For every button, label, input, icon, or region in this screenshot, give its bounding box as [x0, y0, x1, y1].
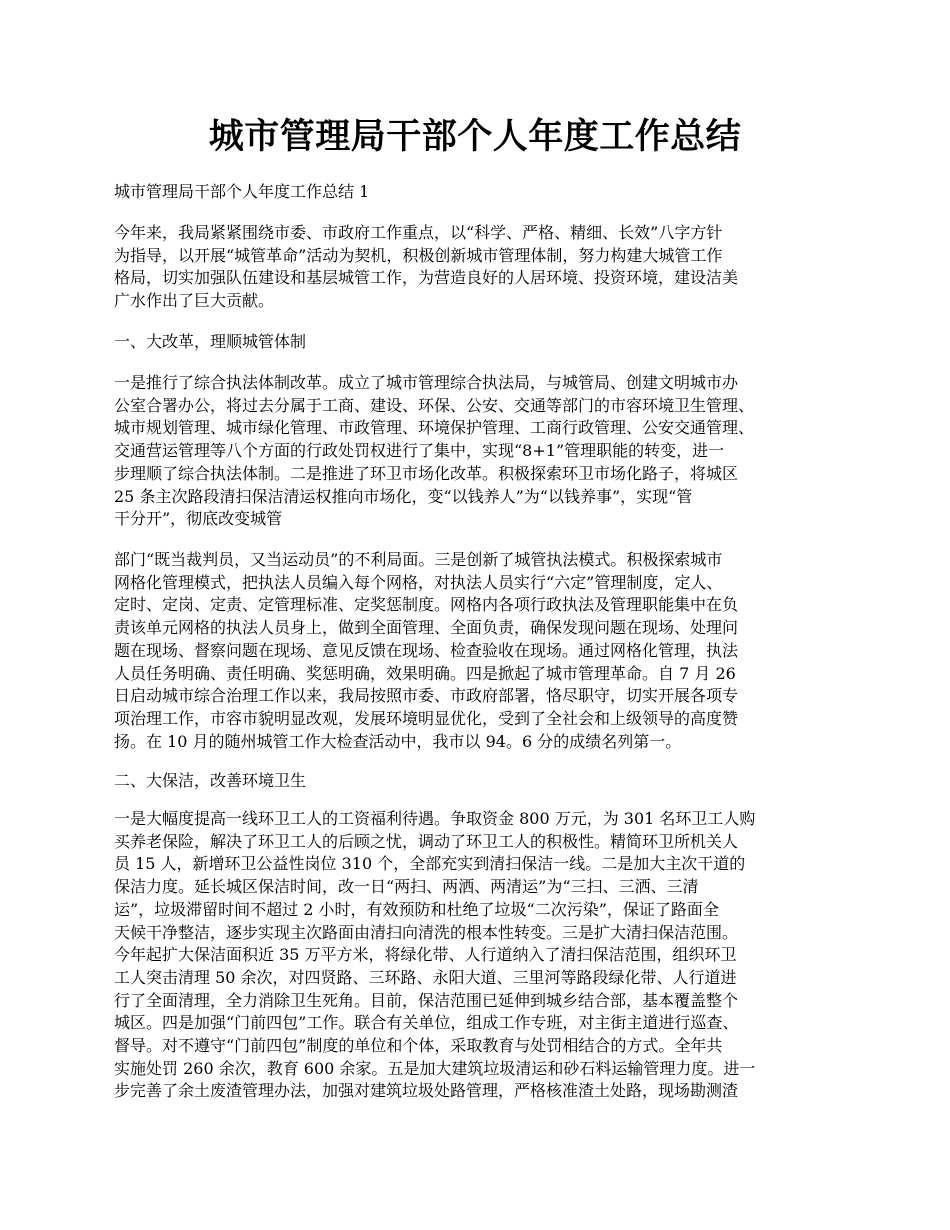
- text-line: 步完善了余土废渣管理办法，加强对建筑垃圾处路管理，严格核准渣土处路，现场勘测渣: [114, 1081, 739, 1101]
- text-line: 定时、定岗、定责、定管理标准、定奖惩制度。网格内各项行政执法及管理职能集中在负: [114, 595, 739, 615]
- text-line: 行了全面清理，全力消除卫生死角。目前，保洁范围已延伸到城乡结合部，基本覆盖整个: [114, 990, 739, 1010]
- text-line: 日启动城市综合治理工作以来，我局按照市委、市政府部署，恪尽职守，切实开展各项专: [114, 686, 739, 706]
- text-line: 今年来，我局紧紧围绕市委、市政府工作重点，以“科学、严格、精细、长效”八字方针: [114, 223, 723, 242]
- text-line: 一是推行了综合执法体制改革。成立了城市管理综合执法局，与城管局、创建文明城市办: [114, 373, 739, 392]
- text-line: 工人突击清理 50 余次，对四贤路、三环路、永阳大道、三里河等路段绿化带、人行道进: [114, 967, 737, 987]
- text-line: 广水作出了巨大贡献。: [114, 291, 275, 311]
- text-line: 责该单元网格的执法人员身上，做到全面管理、全面负责，确保发现问题在现场、处理问: [114, 618, 739, 638]
- text-line: 员 15 人，新增环卫公益性岗位 310 个，全部充实到清扫保洁一线。二是加大主次干道的: [114, 854, 746, 874]
- paragraph-sanitation: [114, 808, 854, 1103]
- text-line: 买养老保险，解决了环卫工人的后顾之忧，调动了环卫工人的积极性。精简环卫所机关人: [114, 831, 739, 851]
- text-line: 今年起扩大保洁面积近 35 万平方米，将绿化带、人行道纳入了清扫保洁范围，组织环卫: [114, 945, 737, 965]
- document-subtitle: [114, 181, 854, 204]
- text-line: 人员任务明确、责任明确、奖惩明确，效果明确。四是掀起了城市管理革命。自 7 月 26: [114, 663, 736, 683]
- text-line: 部门“既当裁判员，又当运动员”的不利局面。三是创新了城管执法模式。积极探索城市: [114, 550, 723, 569]
- subtitle-line: 城市管理局干部个人年度工作总结 1: [114, 182, 370, 201]
- heading-line: 二、大保洁，改善环境卫生: [114, 771, 307, 790]
- text-line: 步理顺了综合执法体制。二是推进了环卫市场化改革。积极探索环卫市场化路子，将城区: [114, 463, 739, 483]
- text-line: 城区。四是加强“门前四包”工作。联合有关单位，组成工作专班，对主街主道进行巡查、: [114, 1013, 739, 1033]
- text-line: 实施处罚 260 余次，教育 600 余家。五是加大建筑垃圾清运和砂石料运输管理力度。进一: [114, 1058, 756, 1078]
- text-line: 题在现场、督察问题在现场、意见反馈在现场、检查验收在现场。通过网格化管理，执法: [114, 640, 739, 660]
- section-heading-1: [114, 331, 854, 354]
- text-line: 运”，垃圾滞留时间不超过 2 小时，有效预防和杜绝了垃圾“二次污染”，保证了路面全: [114, 899, 719, 919]
- text-line: 格局，切实加强队伍建设和基层城管工作，为营造良好的人居环境、投资环境，建设洁美: [114, 268, 739, 288]
- text-line: 督导。对不遵守“门前四包”制度的单位和个体，采取教育与处罚相结合的方式。全年共: [114, 1036, 723, 1056]
- text-line: 干分开”，彻底改变城管: [114, 509, 283, 529]
- paragraph-reform: [114, 372, 854, 531]
- paragraph-grid-management: [114, 549, 854, 753]
- paragraph-intro: [114, 222, 854, 313]
- text-line: 交通营运管理等八个方面的行政处罚权进行了集中，实现“8+1”管理职能的转变，进一: [114, 441, 725, 461]
- heading-line: 一、大改革，理顺城管体制: [114, 332, 307, 351]
- text-line: 城市规划管理、城市绿化管理、市政管理、环境保护管理、工商行政管理、公安交通管理、: [114, 418, 755, 438]
- text-line: 项治理工作，市容市貌明显改观，发展环境明显优化，受到了全社会和上级领导的高度赞: [114, 708, 739, 728]
- text-line: 一是大幅度提高一线环卫工人的工资福利待遇。争取资金 800 万元，为 301 名环卫工人购: [114, 809, 756, 828]
- text-line: 25 条主次路段清扫保洁清运权推向市场化，变“以钱养人”为“以钱养事”，实现“管: [114, 486, 693, 506]
- text-line: 天候干净整洁，逐步实现主次路面由清扫向清洗的根本性转变。三是扩大清扫保洁范围。: [114, 922, 739, 942]
- text-line: 为指导，以开展“城管革命”活动为契机，积极创新城市管理体制，努力构建大城管工作: [114, 245, 723, 265]
- document-title: 城市管理局干部个人年度工作总结: [208, 116, 742, 157]
- text-line: 网格化管理模式，把执法人员编入每个网格，对执法人员实行“六定”管理制度，定人、: [114, 572, 723, 592]
- section-heading-2: [114, 770, 854, 793]
- text-line: 扬。在 10 月的随州城管工作大检查活动中，我市以 94。6 分的成绩名列第一。: [114, 731, 682, 751]
- text-line: 公室合署办公，将过去分属于工商、建设、环保、公安、交通等部门的市容环境卫生管理、: [114, 395, 755, 415]
- text-line: 保洁力度。延长城区保洁时间，改一日“两扫、两洒、两清运”为“三扫、三洒、三清: [114, 877, 699, 897]
